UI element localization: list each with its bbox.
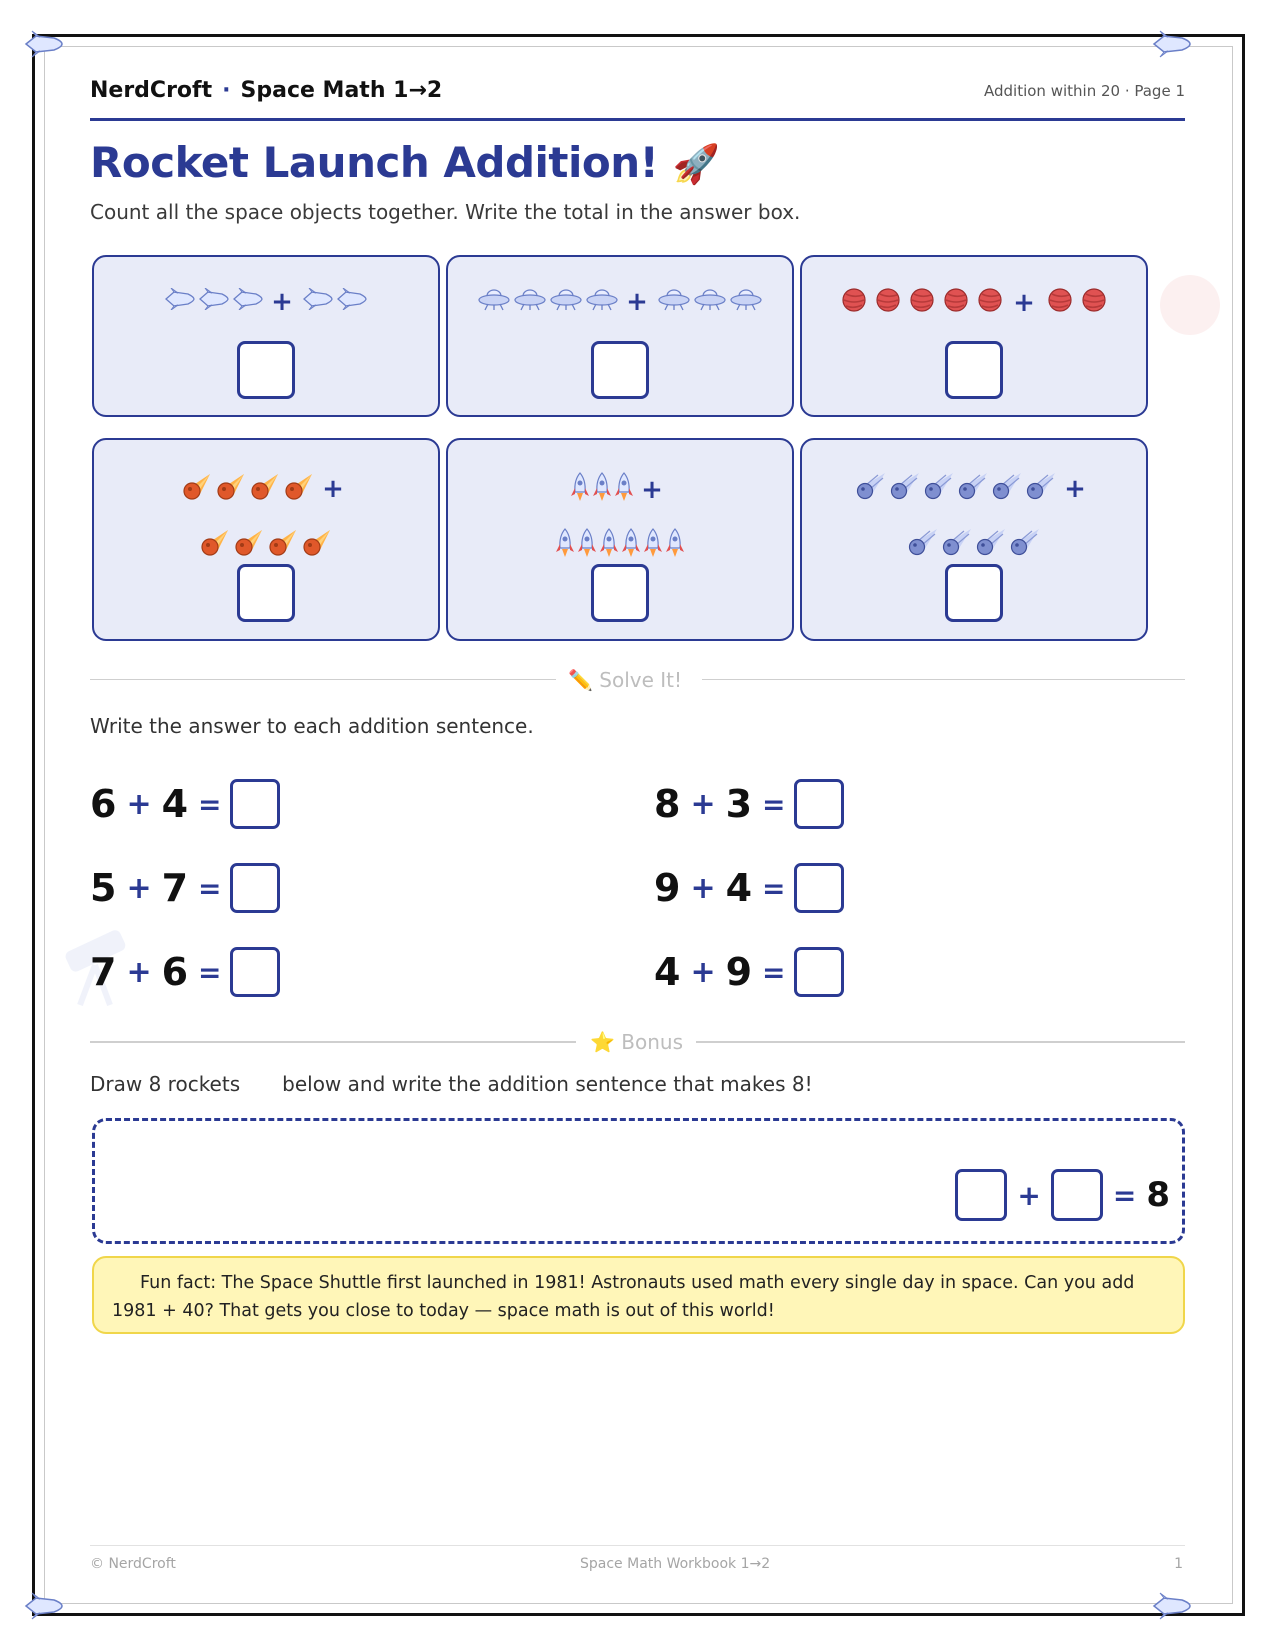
object-group-row: [94, 528, 438, 562]
rocket-icon: [600, 528, 618, 564]
meteor-icon: [1026, 472, 1056, 506]
object-group-row: [448, 472, 792, 508]
bonus-divider: [90, 1030, 1185, 1054]
planet-icon: [873, 287, 903, 319]
star-icon: ⭐: [590, 1030, 615, 1054]
addend: 6: [90, 782, 117, 826]
object-group-row: [94, 472, 438, 506]
answer-box[interactable]: [591, 564, 649, 622]
corner-shuttle-icon: [1152, 30, 1192, 58]
object-group-row: [448, 528, 792, 564]
comet-icon: [200, 528, 230, 562]
footer-page-number: 1: [1174, 1556, 1183, 1572]
plus-sign: +: [1017, 1178, 1041, 1212]
plus-sign: +: [271, 287, 295, 317]
addition-sentence: [90, 861, 280, 915]
comet-icon: [250, 472, 280, 506]
meteor-icon: [856, 472, 886, 506]
brand-name: NerdCroft: [90, 78, 213, 103]
equals-sign: =: [198, 871, 222, 905]
meteor-icon: [1010, 528, 1040, 562]
ufo-icon: [550, 287, 582, 317]
ufo-icon: [514, 287, 546, 317]
ufo-icon: [658, 287, 690, 317]
planet-icon: [1045, 287, 1075, 319]
meteor-icon: [992, 472, 1022, 506]
rocket-icon: [615, 472, 633, 508]
bonus-addend-box[interactable]: [1051, 1169, 1103, 1221]
planet-icon: [1079, 287, 1109, 319]
rocket-icon: [556, 528, 574, 564]
header-page-info: Addition within 20 · Page 1: [984, 82, 1185, 100]
ufo-icon: [478, 287, 510, 317]
comet-icon: [216, 472, 246, 506]
bonus-total: 8: [1146, 1175, 1170, 1215]
bonus-addend-box[interactable]: [955, 1169, 1007, 1221]
background-planet-icon: [1150, 255, 1230, 359]
meteor-icon: [890, 472, 920, 506]
plus-sign: +: [322, 474, 346, 504]
equals-sign: =: [198, 955, 222, 989]
answer-box[interactable]: [230, 947, 280, 997]
plus-sign: +: [690, 870, 716, 906]
addition-sentence: [654, 861, 844, 915]
plus-sign: +: [641, 475, 665, 505]
meteor-icon: [908, 528, 938, 562]
answer-box[interactable]: [794, 779, 844, 829]
equals-sign: =: [1112, 1178, 1137, 1212]
comet-icon: [182, 472, 212, 506]
answer-box[interactable]: [794, 947, 844, 997]
solve-instruction: Write the answer to each addition sentence.: [90, 714, 534, 738]
picture-problem-card: [446, 255, 794, 417]
solve-it-heading: Solve It!: [599, 668, 683, 692]
plus-sign: +: [1013, 288, 1037, 318]
picture-problem-card: [800, 255, 1148, 417]
plus-sign: +: [126, 786, 152, 822]
shuttle-icon: [233, 288, 263, 316]
rocket-icon: [666, 528, 684, 564]
meteor-icon: [958, 472, 988, 506]
bonus-equation: [955, 1169, 1170, 1221]
answer-box[interactable]: [237, 564, 295, 622]
fun-fact-line: 1981 + 40? That gets you close to today — space math is out of this world!: [112, 1301, 775, 1321]
equals-sign: =: [762, 787, 786, 821]
plus-sign: +: [690, 786, 716, 822]
series-name: Space Math 1→2: [240, 78, 443, 103]
answer-box[interactable]: [230, 863, 280, 913]
bonus-heading: Bonus: [621, 1030, 683, 1054]
addend: 8: [654, 782, 681, 826]
corner-shuttle-icon: [24, 30, 64, 58]
shuttle-icon: [337, 288, 367, 316]
picture-problem-card: [92, 255, 440, 417]
rocket-icon: [571, 472, 589, 508]
bonus-drawing-area[interactable]: [92, 1118, 1185, 1244]
rocket-icon: [644, 528, 662, 564]
bonus-instruction-part2: below and write the addition sentence that makes 8!: [282, 1072, 813, 1096]
picture-problem-card: [800, 438, 1148, 641]
bonus-instruction: [90, 1072, 813, 1096]
planet-icon: [975, 287, 1005, 319]
comet-icon: [302, 528, 332, 562]
rocket-icon: [578, 528, 596, 564]
object-group-row: [802, 528, 1146, 562]
object-group-row: [448, 287, 792, 317]
picture-problem-card: [92, 438, 440, 641]
addend: 9: [654, 866, 681, 910]
footer-rule: [90, 1545, 1185, 1546]
title-text: Rocket Launch Addition!: [90, 138, 659, 187]
answer-box[interactable]: [945, 564, 1003, 622]
corner-shuttle-icon: [1152, 1592, 1192, 1620]
answer-box[interactable]: [591, 341, 649, 399]
plus-sign: +: [626, 287, 650, 317]
fun-fact-line: Fun fact: The Space Shuttle first launched in 1981! Astronauts used math every single day in space. Can you add: [140, 1273, 1135, 1293]
brand-line: [90, 78, 442, 103]
addend: 7: [161, 866, 189, 910]
worksheet-instructions: Count all the space objects together. Write the total in the answer box.: [90, 200, 801, 224]
header-separator: ·: [222, 78, 231, 103]
rocket-icon: [593, 472, 611, 508]
addend: 6: [161, 950, 189, 994]
planet-icon: [907, 287, 937, 319]
comet-icon: [284, 472, 314, 506]
object-group-row: [802, 287, 1146, 319]
plus-sign: +: [690, 954, 716, 990]
answer-box[interactable]: [945, 341, 1003, 399]
meteor-icon: [924, 472, 954, 506]
planet-icon: [839, 287, 869, 319]
addition-sentence: [90, 777, 280, 831]
addition-sentence: [90, 945, 280, 999]
addend: 7: [90, 950, 117, 994]
ufo-icon: [694, 287, 726, 317]
fun-fact-box: [92, 1256, 1185, 1334]
plus-sign: +: [1064, 474, 1088, 504]
plus-sign: +: [126, 954, 152, 990]
comet-icon: [268, 528, 298, 562]
worksheet-header: [90, 76, 1185, 120]
comet-icon: [234, 528, 264, 562]
ufo-icon: [730, 287, 762, 317]
picture-problem-card: [446, 438, 794, 641]
solve-it-divider: [90, 668, 1185, 692]
footer-workbook-title: Space Math Workbook 1→2: [580, 1556, 771, 1572]
answer-box[interactable]: [237, 341, 295, 399]
rocket-icon: [622, 528, 640, 564]
shuttle-icon: [165, 288, 195, 316]
addend: 4: [725, 866, 753, 910]
shuttle-icon: [199, 288, 229, 316]
worksheet-title: [90, 138, 719, 187]
object-group-row: [802, 472, 1146, 506]
answer-box[interactable]: [230, 779, 280, 829]
addend: 4: [161, 782, 189, 826]
equals-sign: =: [762, 955, 786, 989]
rocket-icon: 🚀: [672, 142, 720, 186]
footer-copyright: © NerdCroft: [90, 1556, 176, 1572]
addend: 9: [725, 950, 753, 994]
shuttle-icon: [303, 288, 333, 316]
addition-sentence: [654, 945, 844, 999]
header-rule: [90, 118, 1185, 121]
addend: 5: [90, 866, 117, 910]
plus-sign: +: [126, 870, 152, 906]
meteor-icon: [942, 528, 972, 562]
addition-sentence: [654, 777, 844, 831]
pencil-icon: ✏️: [568, 668, 593, 692]
corner-shuttle-icon: [24, 1592, 64, 1620]
equals-sign: =: [198, 787, 222, 821]
equals-sign: =: [762, 871, 786, 905]
object-group-row: [94, 287, 438, 317]
addend: 3: [725, 782, 753, 826]
addend: 4: [654, 950, 681, 994]
planet-icon: [941, 287, 971, 319]
bonus-instruction-part1: Draw 8 rockets: [90, 1072, 241, 1096]
answer-box[interactable]: [794, 863, 844, 913]
ufo-icon: [586, 287, 618, 317]
meteor-icon: [976, 528, 1006, 562]
